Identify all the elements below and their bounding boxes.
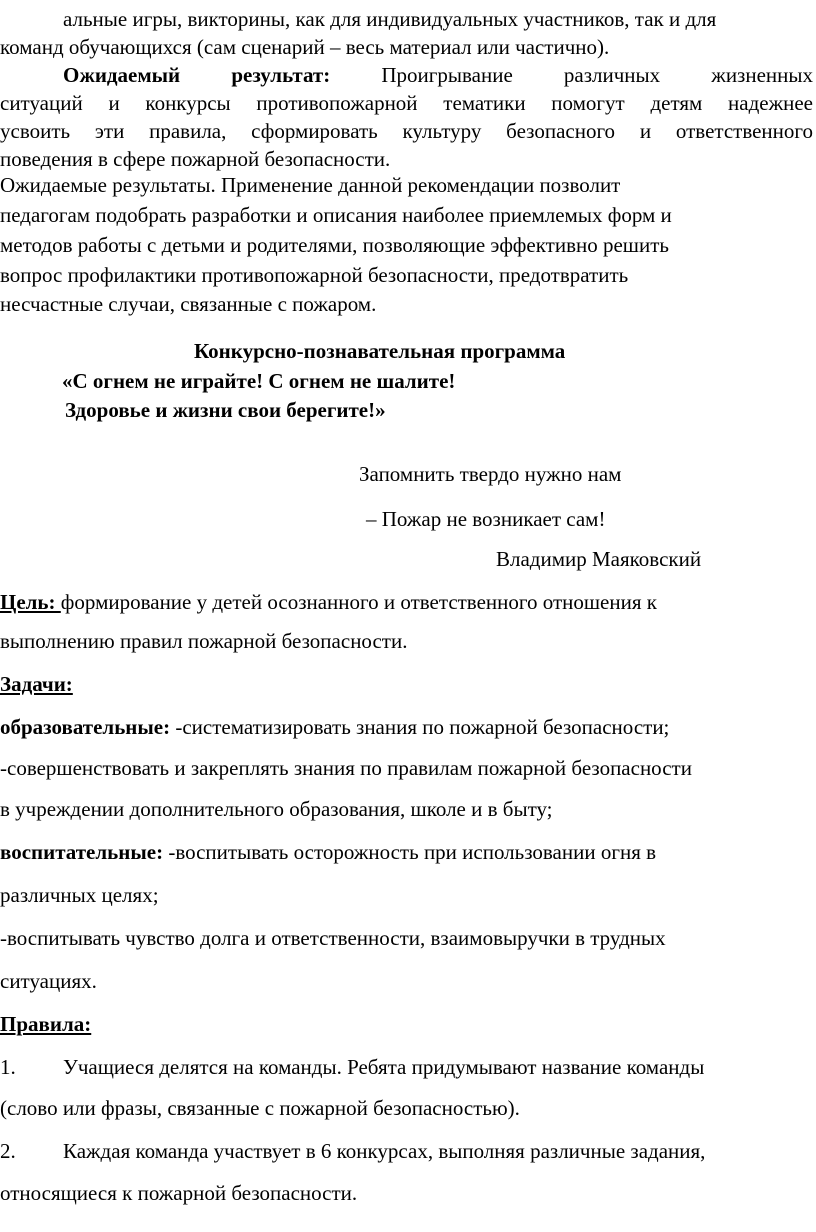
rule-number: 1. xyxy=(0,1055,16,1079)
tasks-upb-line-3: -воспитывать чувство долга и ответственности, взаимовыручки в трудных xyxy=(0,926,666,950)
results-line-1: Ожидаемые результаты. Применение данной рекомендации позволит xyxy=(0,173,621,197)
epigraph-line-1: Запомнить твердо нужно нам xyxy=(359,462,622,486)
rules-heading: Правила: xyxy=(0,1012,92,1036)
expected-result-line-2: ситуаций и конкурсы противопожарной тематики помогут детям надежнее xyxy=(0,91,813,115)
tasks-edu-line-1 xyxy=(0,714,669,740)
tasks-edu-line-3: в учреждении дополнительного образования, школе и в быту; xyxy=(0,797,553,821)
tasks-upb-line-2: различных целях; xyxy=(0,883,159,907)
goal-line-2: выполнению правил пожарной безопасности. xyxy=(0,629,408,653)
goal-line-1 xyxy=(0,589,657,615)
epigraph-author: Владимир Маяковский xyxy=(496,547,702,571)
rule-line-1: Каждая команда участвует в 6 конкурсах, выполняя различные задания, xyxy=(63,1139,706,1163)
results-line-2: педагогам подобрать разработки и описания наиболее приемлемых форм и xyxy=(0,203,672,227)
epigraph-line-2: – Пожар не возникает сам! xyxy=(366,507,606,531)
results-line-5: несчастные случаи, связанные с пожаром. xyxy=(0,292,377,316)
tasks-upb-line-4: ситуациях. xyxy=(0,969,97,993)
goal-label: Цель: xyxy=(0,590,61,614)
rule-line-2: относящиеся к пожарной безопасности. xyxy=(0,1181,358,1205)
expected-result-label: Ожидаемый результат: xyxy=(63,63,331,87)
results-line-4: вопрос профилактики противопожарной безопасности, предотвратить xyxy=(0,263,629,287)
goal-text: формирование у детей осознанного и ответственного отношения к xyxy=(60,590,657,614)
rule-line-2: (слово или фразы, связанные с пожарной безопасностью). xyxy=(0,1096,520,1120)
intro-line-1: альные игры, викторины, как для индивидуальных участников, так и для xyxy=(63,7,717,31)
tasks-upb-line-1 xyxy=(0,839,656,865)
program-title-3: Здоровье и жизни свои берегите!» xyxy=(65,398,386,422)
tasks-upb-label: воспитательные: xyxy=(0,840,164,864)
expected-result-line-3: усвоить эти правила, сформировать культуру безопасного и ответственного xyxy=(0,119,813,143)
expected-result-line-1 xyxy=(63,62,813,88)
tasks-upb-text: -воспитывать осторожность при использовании огня в xyxy=(163,840,657,864)
tasks-edu-line-2: -совершенствовать и закреплять знания по правилам пожарной безопасности xyxy=(0,756,692,780)
tasks-edu-text: -систематизировать знания по пожарной безопасности; xyxy=(170,715,670,739)
program-title-2: «С огнем не играйте! С огнем не шалите! xyxy=(62,369,456,393)
tasks-heading: Задачи: xyxy=(0,672,73,696)
tasks-edu-label: образовательные: xyxy=(0,715,171,739)
results-line-3: методов работы с детьми и родителями, позволяющие эффективно решить xyxy=(0,233,669,257)
rule-line-1: Учащиеся делятся на команды. Ребята придумывают название команды xyxy=(63,1055,705,1079)
expected-result-line-4: поведения в сфере пожарной безопасности. xyxy=(0,147,391,171)
intro-line-2: команд обучающихся (сам сценарий – весь материал или частично). xyxy=(0,35,610,59)
program-title-1: Конкурсно-познавательная программа xyxy=(194,339,566,363)
expected-result-text: Проигрывание различных жизненных xyxy=(381,63,813,87)
rule-number: 2. xyxy=(0,1139,16,1163)
